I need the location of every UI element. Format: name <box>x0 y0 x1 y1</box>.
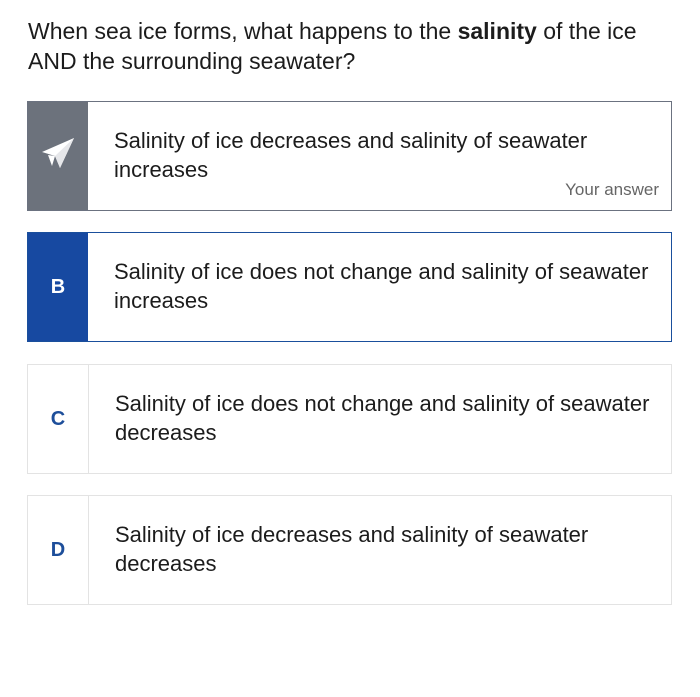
option-a[interactable] <box>27 101 672 211</box>
paper-plane-icon <box>40 135 76 177</box>
option-c-badge: C <box>28 365 89 473</box>
your-answer-tag: Your answer <box>565 180 659 199</box>
question-text <box>28 16 668 76</box>
option-a-text: Salinity of ice decreases and salinity of seawater increases <box>114 128 588 182</box>
option-b-badge: B <box>28 233 88 341</box>
question-after: of the ice AND the surrounding seawater? <box>28 18 637 74</box>
question-before: When sea ice forms, what happens to the <box>28 18 458 44</box>
option-b-text: Salinity of ice does not change and salinity of seawater increases <box>114 259 649 313</box>
option-c[interactable] <box>27 364 672 474</box>
option-a-text-wrap <box>88 102 671 210</box>
option-c-text: Salinity of ice does not change and salinity of seawater decreases <box>115 391 650 445</box>
option-d[interactable] <box>27 495 672 605</box>
option-d-text-wrap <box>89 496 671 604</box>
option-b[interactable] <box>27 232 672 342</box>
option-b-text-wrap <box>88 233 671 341</box>
option-a-badge <box>28 102 88 210</box>
option-d-badge: D <box>28 496 89 604</box>
option-d-text: Salinity of ice decreases and salinity of seawater decreases <box>115 522 589 576</box>
option-c-text-wrap <box>89 365 671 473</box>
question-bold: salinity <box>457 18 537 44</box>
